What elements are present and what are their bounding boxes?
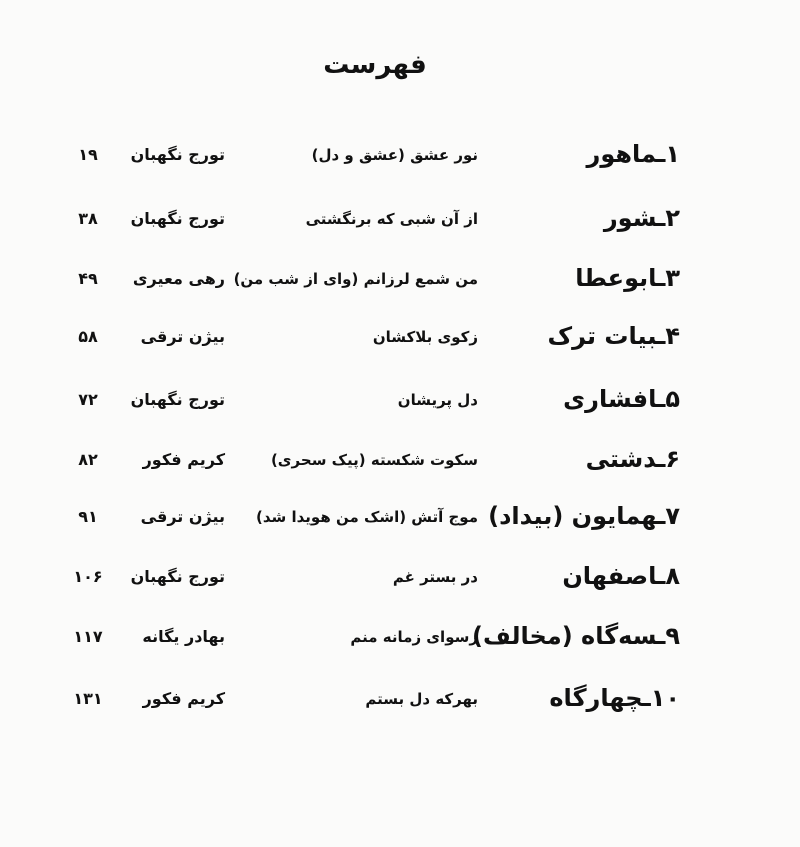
toc-entry xyxy=(0,140,800,180)
song-title: سکوت شکسته (پیک سحری) xyxy=(270,451,478,469)
toc-entry xyxy=(0,322,800,362)
song-title: در بستر غم xyxy=(392,568,478,586)
poet-name: بهادر یگانه xyxy=(142,627,225,646)
song-title: بهرکه دل بستم xyxy=(365,690,478,708)
song-title: رسوای زمانه منم xyxy=(350,628,478,646)
poet-name: تورج نگهبان xyxy=(130,390,225,409)
song-title: از آن شبی که برنگشتی xyxy=(305,210,478,228)
toc-entry xyxy=(0,204,800,244)
poet-name: تورج نگهبان xyxy=(130,209,225,228)
toc-entry xyxy=(0,502,800,542)
poet-name: رهی معیری xyxy=(132,269,225,288)
mode-name: ۵ـافشاری xyxy=(563,385,680,413)
poet-name: کریم فکور xyxy=(142,450,225,469)
page-number: ۴۹ xyxy=(78,269,98,288)
page-number: ۸۲ xyxy=(78,450,98,469)
toc-entry xyxy=(0,622,800,662)
mode-name: ۱ـماهور xyxy=(586,140,680,168)
poet-name: تورج نگهبان xyxy=(130,145,225,164)
song-title: زکوی بلاکشان xyxy=(372,328,478,346)
poet-name: بیژن ترقی xyxy=(140,507,225,526)
page-number: ۹۱ xyxy=(78,507,98,526)
song-title: دل پریشان xyxy=(397,391,478,409)
page-number: ۵۸ xyxy=(78,327,98,346)
mode-name: ۹ـسه‌گاه (مخالف) xyxy=(471,622,680,650)
page-number: ۱۱۷ xyxy=(73,627,103,646)
page-number: ۱۹ xyxy=(78,145,98,164)
toc-entry xyxy=(0,684,800,724)
mode-name: ۲ـشور xyxy=(603,204,680,232)
song-title: نور عشق (عشق و دل) xyxy=(311,146,478,164)
page-title: فهرست xyxy=(323,50,427,80)
page-number: ۷۲ xyxy=(78,390,98,409)
toc-entry xyxy=(0,562,800,602)
poet-name: بیژن ترقی xyxy=(140,327,225,346)
mode-name: ۶ـدشتی xyxy=(585,445,680,473)
page-number: ۱۳۱ xyxy=(73,689,103,708)
mode-name: ۷ـهمایون (بیداد) xyxy=(488,502,680,530)
mode-name: ۳ـابوعطا xyxy=(575,264,680,292)
poet-name: کریم فکور xyxy=(142,689,225,708)
page-number: ۱۰۶ xyxy=(73,567,103,586)
page-number: ۳۸ xyxy=(78,209,98,228)
toc-entry xyxy=(0,385,800,425)
toc-entry xyxy=(0,445,800,485)
song-title: من شمع لرزانم (وای از شب من) xyxy=(233,270,478,288)
mode-name: ۴ـبیات ترک xyxy=(547,322,680,350)
mode-name: ۱۰ـچهارگاه xyxy=(549,684,680,712)
song-title: موج آتش (اشک من هویدا شد) xyxy=(256,508,478,526)
toc-entry xyxy=(0,264,800,304)
mode-name: ۸ـاصفهان xyxy=(562,562,680,590)
poet-name: تورج نگهبان xyxy=(130,567,225,586)
